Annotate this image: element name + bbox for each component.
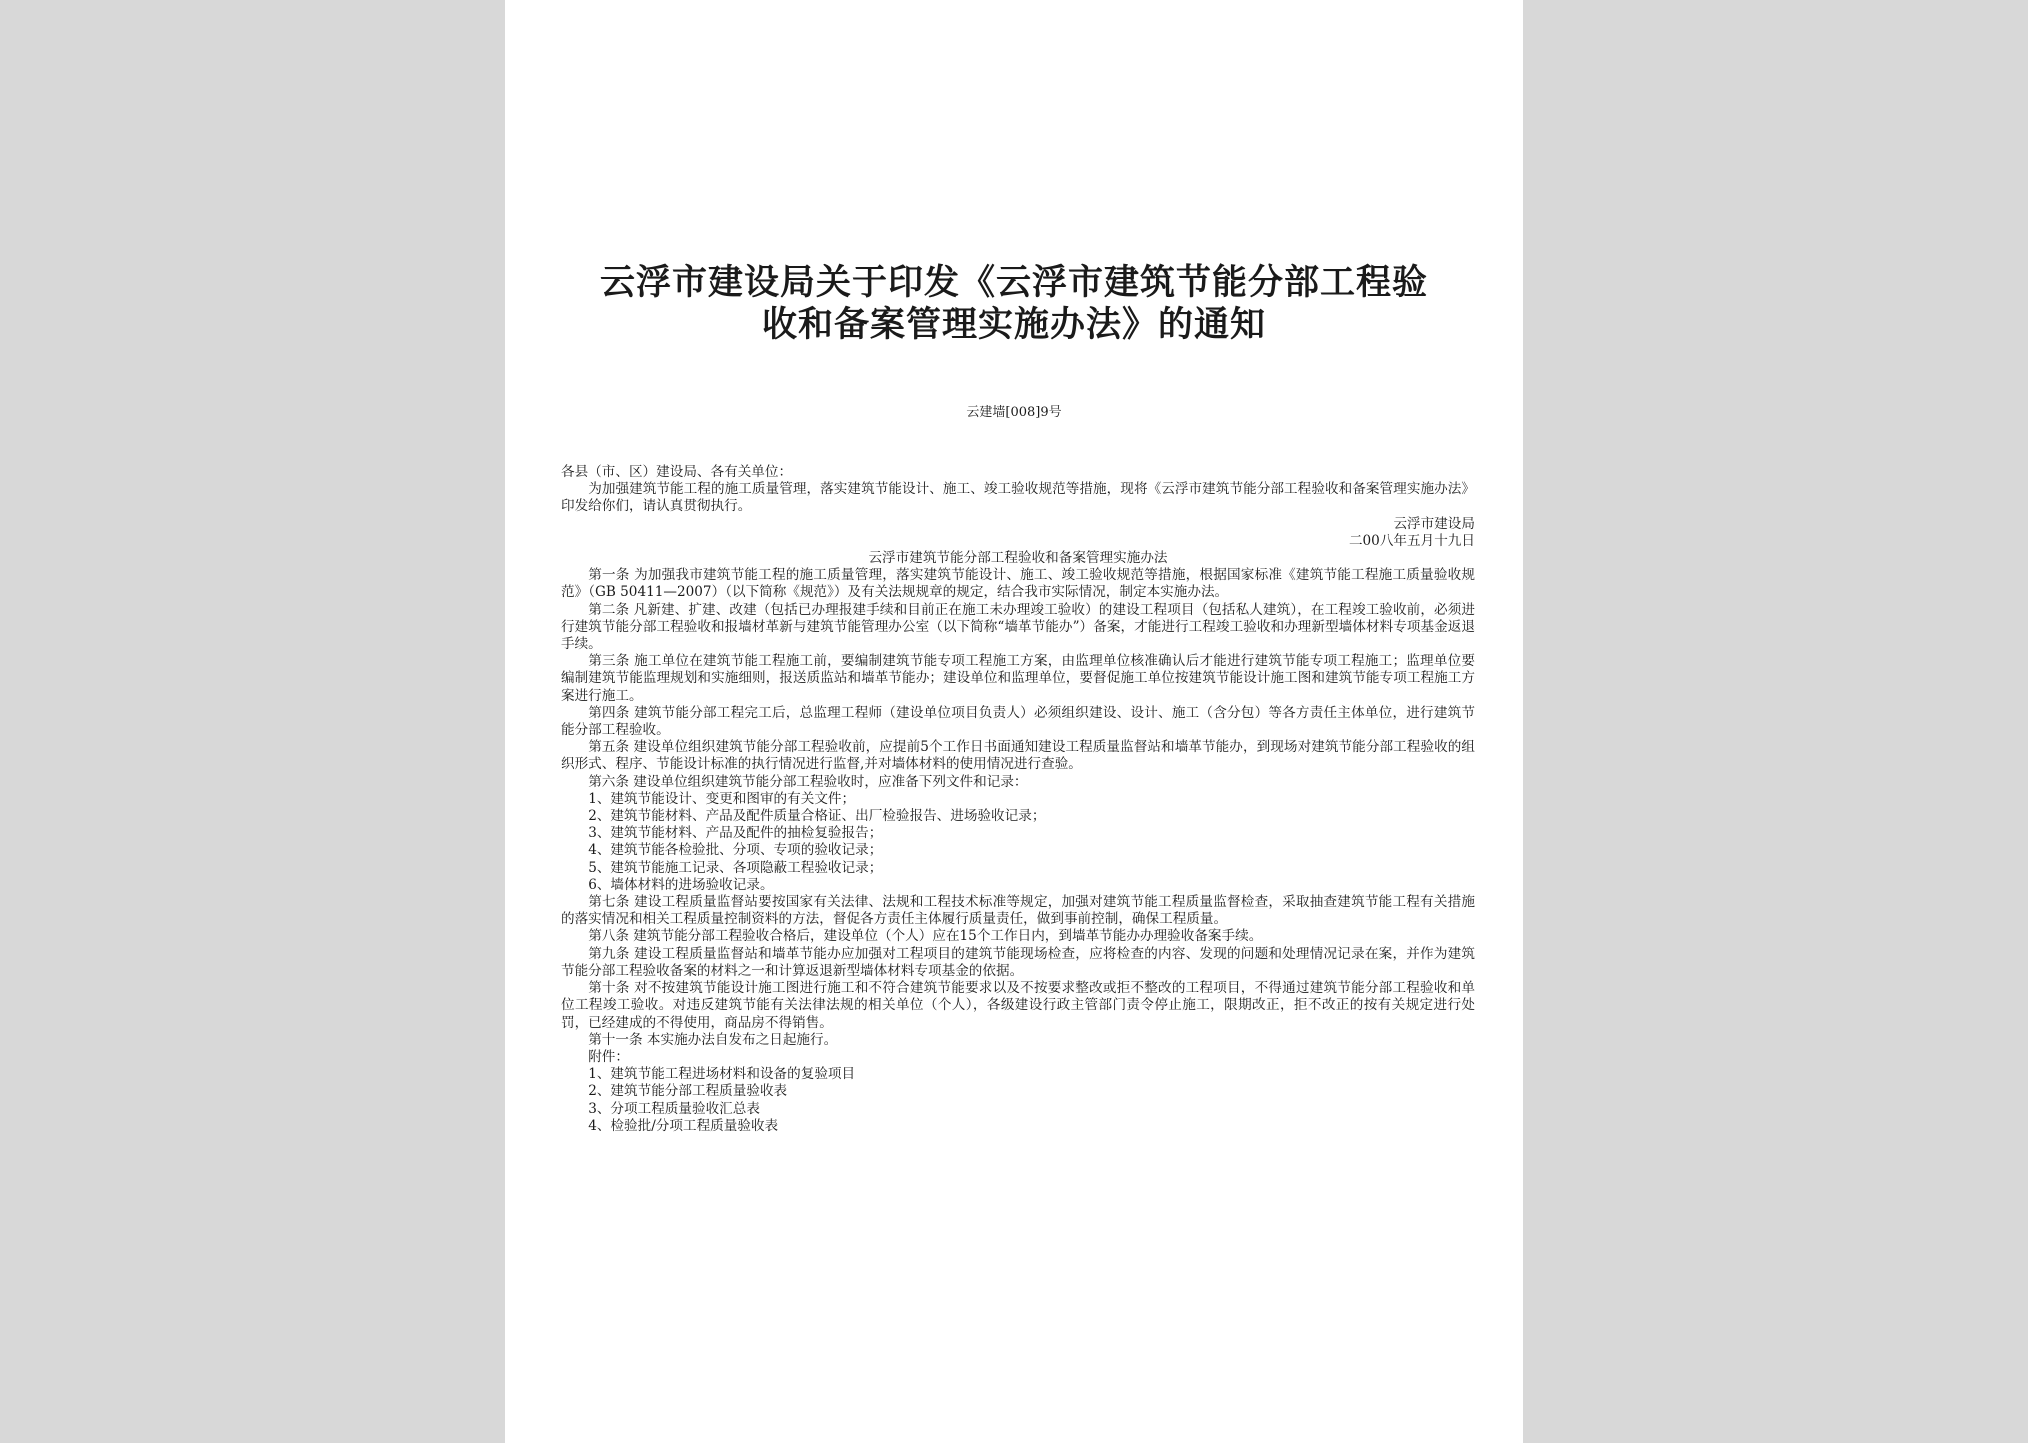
- document-number: 云建墙[008]9号: [966, 405, 1062, 420]
- article-9: 第九条 建设工程质量监督站和墙革节能办应加强对工程项目的建筑节能现场检查，应将检查的内容、发现的问题和处理情况记录在案，并作为建筑节能分部工程验收备案的材料之一和计算返退新型墙体材料专项基金的依据。: [561, 945, 1475, 979]
- document-title: [565, 262, 1463, 346]
- attachments-label: 附件：: [588, 1048, 629, 1065]
- list-item: 6、墙体材料的进场验收记录。: [588, 876, 774, 893]
- list-item: 3、建筑节能材料、产品及配件的抽检复验报告；: [588, 825, 883, 842]
- issuer: 云浮市建设局: [1393, 515, 1475, 532]
- article-5: 第五条 建设单位组织建筑节能分部工程验收前，应提前5个工作日书面通知建设工程质量监督站和墙革节能办，到现场对建筑节能分部工程验收的组织形式、程序、节能设计标准的执行情况进行监督,并对墙体材料的使用情况进行查验。: [561, 739, 1475, 773]
- article-3: 第三条 施工单位在建筑节能工程施工前，要编制建筑节能专项工程施工方案，由监理单位核准确认后才能进行建筑节能专项工程施工；监理单位要编制建筑节能监理规划和实施细则，报送质监站和墙革节能办；建设单位和监理单位，要督促施工单位按建筑节能设计施工图和建筑节能专项工程施工方案进行施工。: [561, 653, 1475, 704]
- title-line-1: 云浮市建设局关于印发《云浮市建筑节能分部工程验: [599, 262, 1428, 303]
- article-4: 第四条 建筑节能分部工程完工后，总监理工程师（建设单位项目负责人）必须组织建设、设计、施工（含分包）等各方责任主体单位，进行建筑节能分部工程验收。: [561, 704, 1475, 739]
- list-item: 4、建筑节能各检验批、分项、专项的验收记录；: [588, 842, 883, 859]
- list-item: 2、建筑节能分部工程质量验收表: [588, 1083, 788, 1100]
- document-body: [561, 464, 1475, 1135]
- list-item: 3、分项工程质量验收汇总表: [588, 1100, 760, 1117]
- article-6-list: [561, 791, 1475, 894]
- regulation-subtitle: 云浮市建筑节能分部工程验收和备案管理实施办法: [868, 550, 1168, 567]
- article-8: 第八条 建筑节能分部工程验收合格后，建设单位（个人）应在15个工作日内，到墙革节能办办理验收备案手续。: [588, 928, 1263, 945]
- salutation: 各县（市、区）建设局、各有关单位：: [561, 464, 793, 480]
- article-1: 第一条 为加强我市建筑节能工程的施工质量管理，落实建筑节能设计、施工、竣工验收规范等措施，根据国家标准《建筑节能工程施工质量验收规范》（GB 50411—2007）（以下简称《规范》）及有关法规规章的规定，结合我市实际情况，制定本实施办法。: [561, 567, 1475, 601]
- article-6: 第六条 建设单位组织建筑节能分部工程验收时，应准备下列文件和记录：: [588, 773, 1028, 790]
- list-item: 1、建筑节能工程进场材料和设备的复验项目: [588, 1066, 856, 1083]
- document-page: [505, 0, 1523, 1443]
- article-7: 第七条 建设工程质量监督站要按国家有关法律、法规和工程技术标准等规定，加强对建筑节能工程质量监督检查，采取抽查建筑节能工程有关措施的落实情况和相关工程质量控制资料的方法，督促各方责任主体履行质量责任，做到事前控制，确保工程质量。: [561, 894, 1475, 928]
- list-item: 1、建筑节能设计、变更和图审的有关文件；: [588, 790, 856, 807]
- issue-date: 二00八年五月十九日: [1348, 532, 1475, 549]
- intro-paragraph: 为加强建筑节能工程的施工质量管理，落实建筑节能设计、施工、竣工验收规范等措施，现将《云浮市建筑节能分部工程验收和备案管理实施办法》印发给你们，请认真贯彻执行。: [561, 481, 1475, 515]
- article-2: 第二条 凡新建、扩建、改建（包括已办理报建手续和目前正在施工未办理竣工验收）的建设工程项目（包括私人建筑），在工程竣工验收前，必须进行建筑节能分部工程验收和报墙材革新与建筑节能管理办公室（以下简称“墙革节能办”）备案，才能进行工程竣工验收和办理新型墙体材料专项基金返退手续。: [561, 601, 1475, 653]
- list-item: 2、建筑节能材料、产品及配件质量合格证、出厂检验报告、进场验收记录；: [588, 808, 1046, 825]
- list-item: 4、检验批/分项工程质量验收表: [588, 1117, 779, 1134]
- article-10: 第十条 对不按建筑节能设计施工图进行施工和不符合建筑节能要求以及不按要求整改或拒不整改的工程项目，不得通过建筑节能分部工程验收和单位工程竣工验收。对违反建筑节能有关法律法规的相关单位（个人），各级建设行政主管部门责令停止施工，限期改正，拒不改正的按有关规定进行处罚，已经建成的不得使用，商品房不得销售。: [561, 980, 1475, 1031]
- list-item: 5、建筑节能施工记录、各项隐蔽工程验收记录；: [588, 859, 883, 876]
- article-11: 第十一条 本实施办法自发布之日起施行。: [588, 1031, 838, 1048]
- title-line-2: 收和备案管理实施办法》的通知: [761, 304, 1266, 345]
- attachments-list: [561, 1066, 1475, 1135]
